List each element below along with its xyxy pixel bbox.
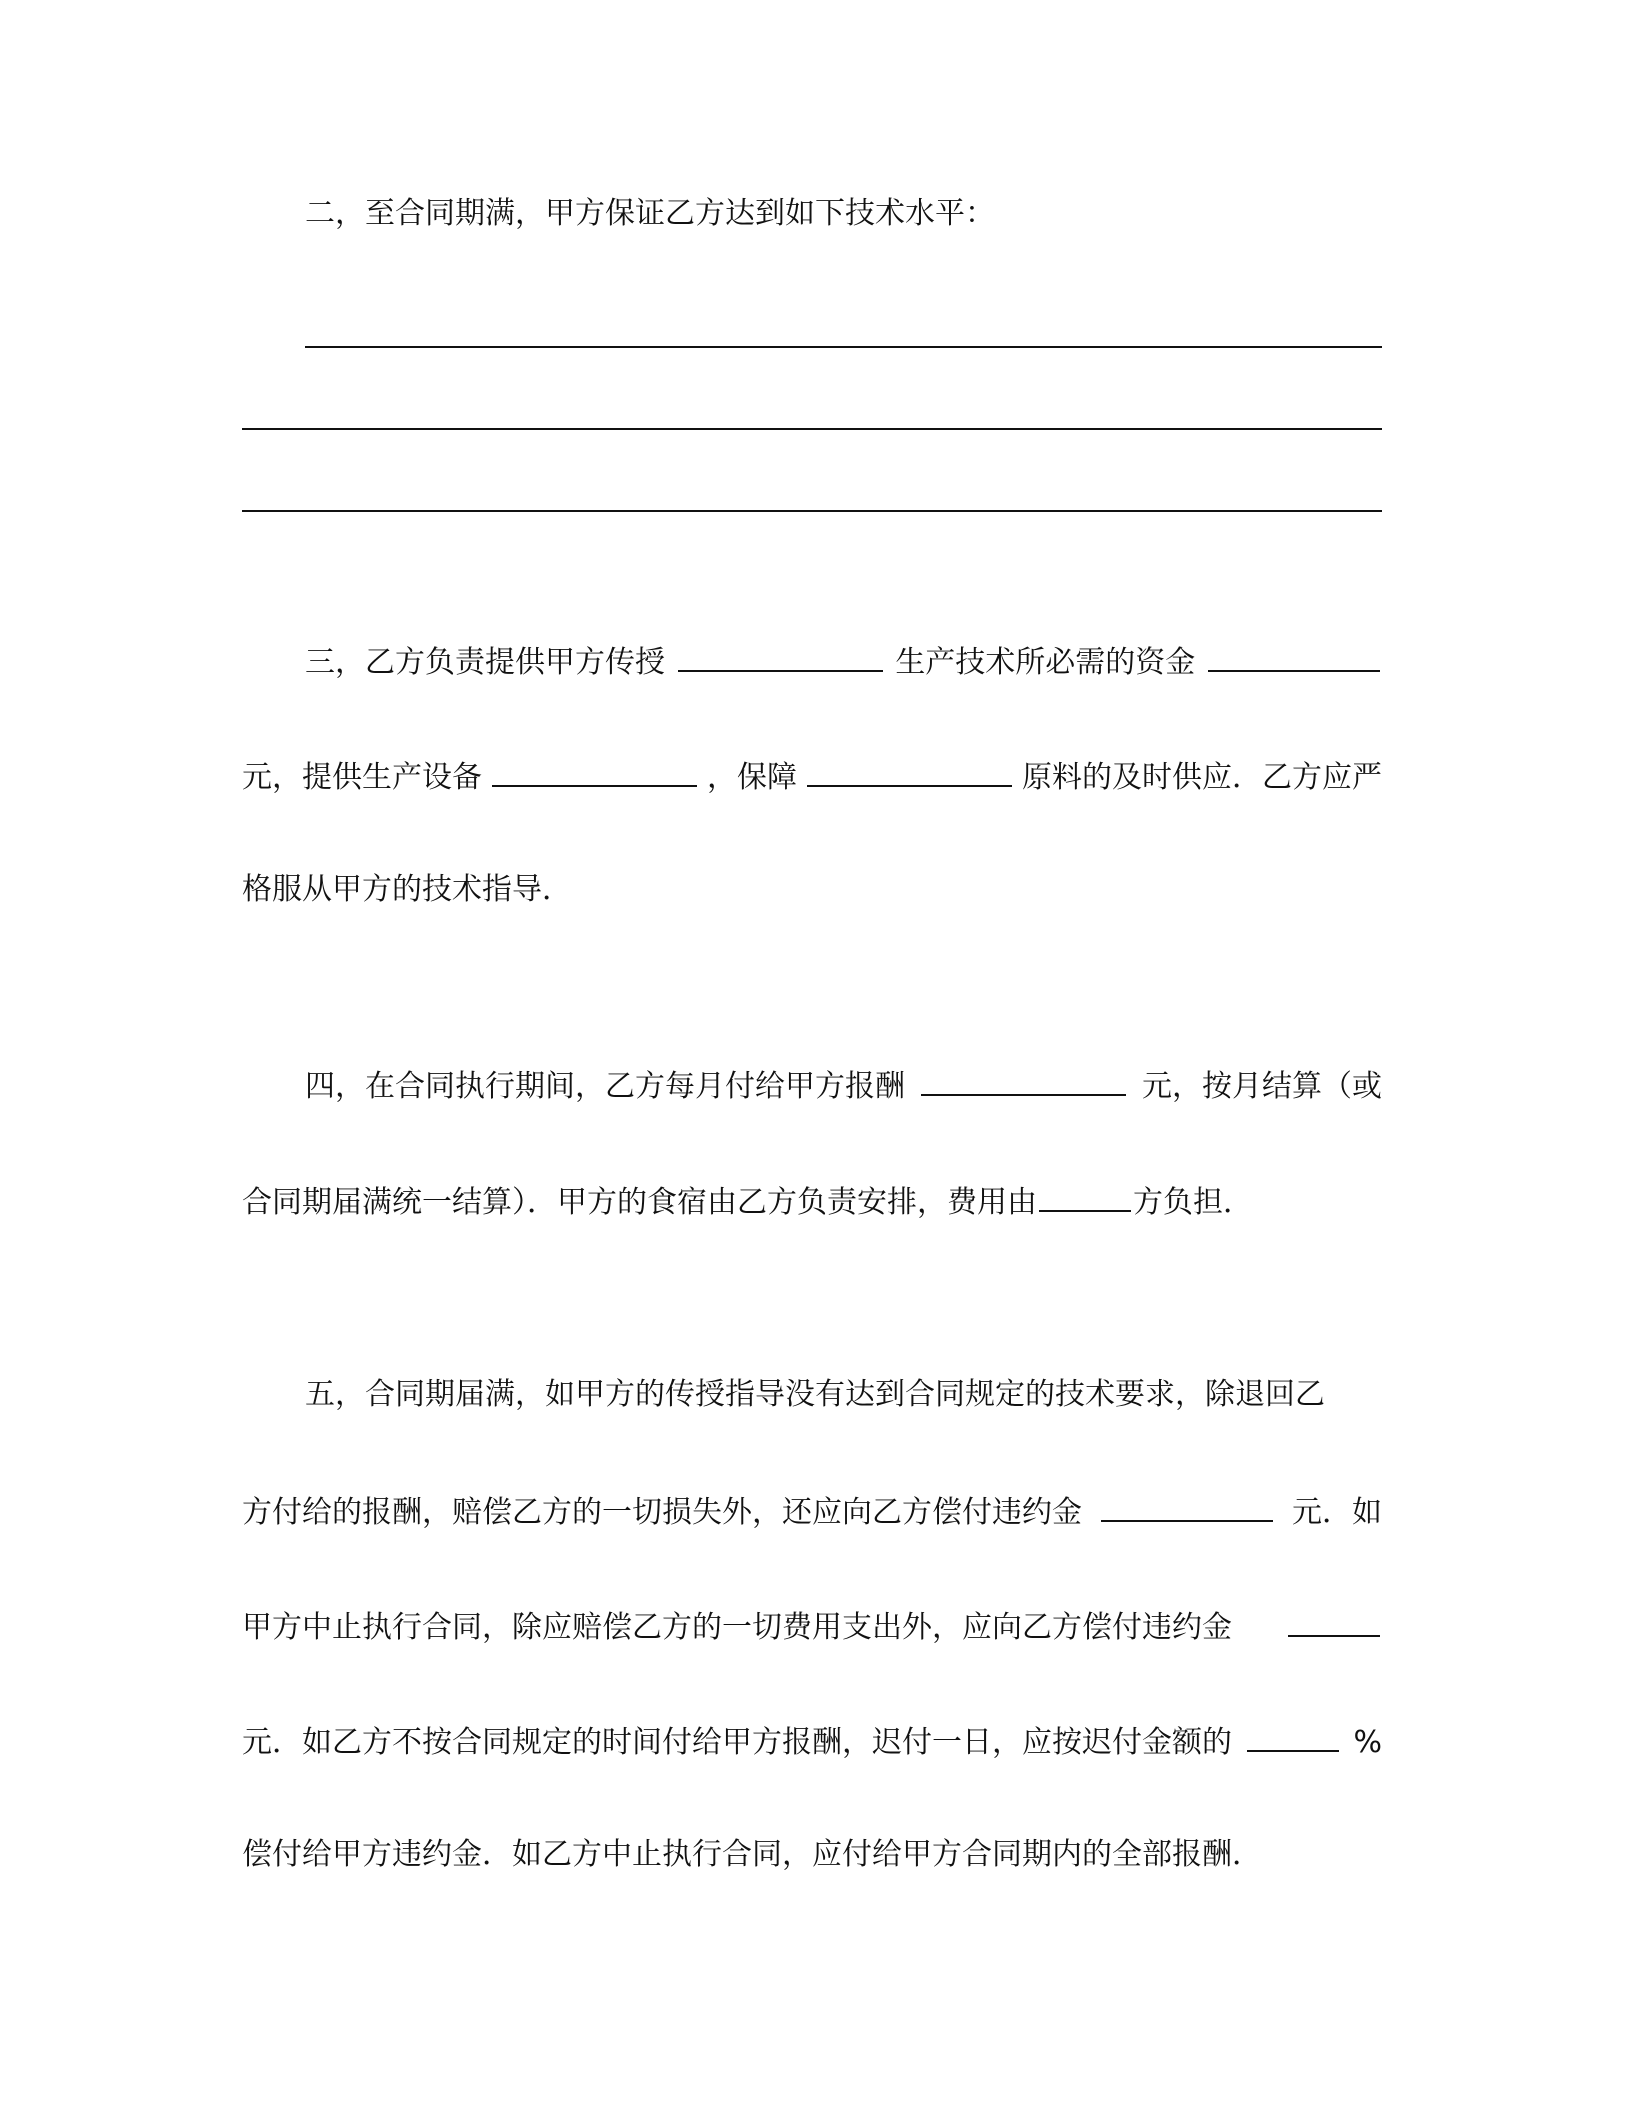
blank-materials [807, 755, 1012, 787]
section-5-line-2 [242, 1490, 1382, 1533]
section-3-line-3 [242, 870, 1382, 910]
section-3-text-6: 格服从甲方的技术指导． [242, 872, 572, 907]
blank-late-percent [1247, 1720, 1339, 1752]
section-5-text-4: 甲方中止执行合同，除应赔偿乙方的一切费用支出外，应向乙方偿付违约金 [242, 1610, 1232, 1645]
section-5-text-2: 方付给的报酬，赔偿乙方的一切损失外，还应向乙方偿付违约金 [242, 1495, 1082, 1530]
section-5-line-4 [242, 1720, 1382, 1763]
percent-sign: % [1353, 1725, 1382, 1760]
section-3-text-3: 元，提供生产设备 [242, 760, 482, 795]
section-4-text-2: 元，按月结算（或 [1142, 1069, 1382, 1104]
section-4-line-1 [305, 1064, 1382, 1107]
section-4-text-4: 方负担． [1133, 1185, 1253, 1220]
blank-penalty-1 [1101, 1490, 1273, 1522]
section-5-text-5: 元．如乙方不按合同规定的时间付给甲方报酬，迟付一日，应按迟付金额的 [242, 1725, 1232, 1760]
section-5-text-3: 元．如 [1292, 1495, 1382, 1530]
blank-funds [1208, 640, 1380, 672]
fill-line-3 [242, 510, 1382, 512]
section-4-text-1: 四，在合同执行期间，乙方每月付给甲方报酬 [305, 1069, 905, 1104]
section-2-heading [305, 194, 1382, 234]
fill-line-1 [305, 346, 1382, 348]
section-5-line-5 [242, 1835, 1382, 1875]
section-5-text-1: 五，合同期届满，如甲方的传授指导没有达到合同规定的技术要求，除退回乙 [305, 1377, 1325, 1412]
section-2-text: 二，至合同期满，甲方保证乙方达到如下技术水平： [305, 196, 995, 231]
section-3-line-2 [242, 755, 1382, 798]
section-5-text-7: 偿付给甲方违约金．如乙方中止执行合同，应付给甲方合同期内的全部报酬． [242, 1837, 1262, 1872]
section-3-text-1: 三，乙方负责提供甲方传授 [305, 645, 665, 680]
blank-cost-bearer [1039, 1180, 1131, 1212]
blank-penalty-2 [1288, 1605, 1380, 1637]
section-5-line-1 [305, 1375, 1382, 1415]
section-3-text-4: ，保障 [707, 760, 797, 795]
blank-monthly-fee [921, 1064, 1126, 1096]
section-3-text-5: 原料的及时供应．乙方应严 [1022, 760, 1382, 795]
blank-equipment [492, 755, 697, 787]
section-4-text-3: 合同期届满统一结算）．甲方的食宿由乙方负责安排，费用由 [242, 1185, 1037, 1220]
section-3-line-1 [305, 640, 1382, 683]
fill-line-2 [242, 428, 1382, 430]
section-4-line-2 [242, 1180, 1382, 1223]
blank-technology [678, 640, 883, 672]
section-5-line-3 [242, 1605, 1382, 1648]
section-3-text-2: 生产技术所必需的资金 [895, 645, 1196, 680]
